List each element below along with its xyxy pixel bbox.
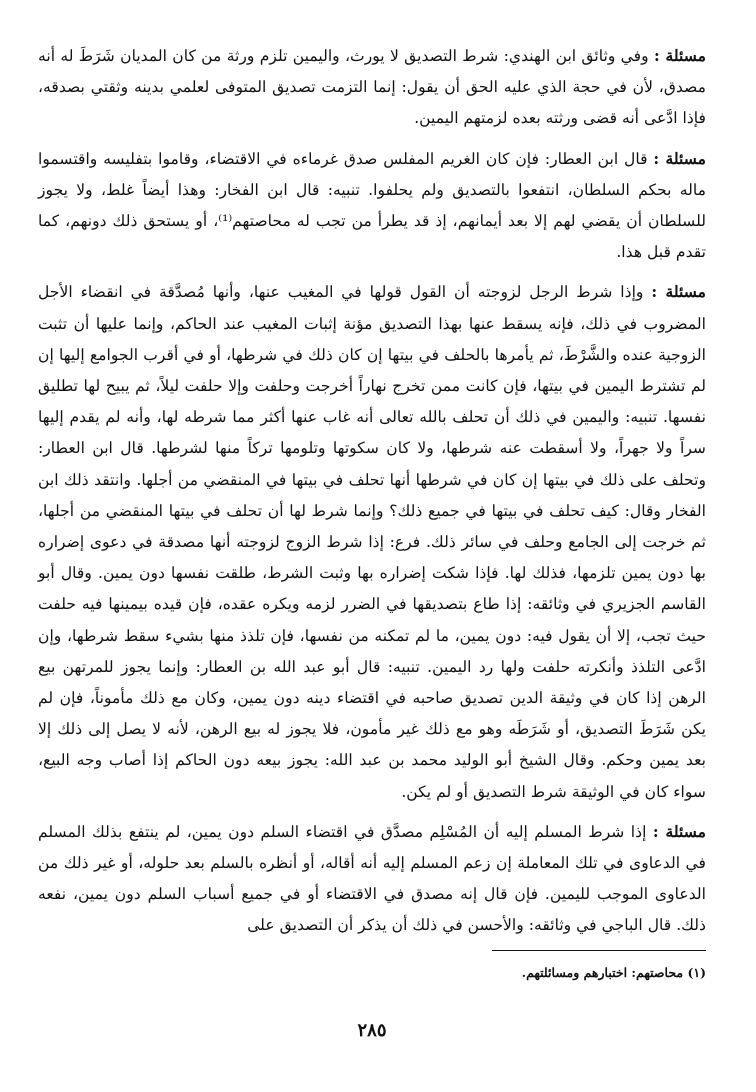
paragraph-text: إذا شرط المسلم إليه أن المُسْلِم مصدَّق في اقتضاء السلم دون يمين، لم ينتفع بذلك المسلم في الدعاوى في تلك المعاملة إن زعم المسلم إليه أنه أقاله، أو أنظره بالسلم بعد حلوله، أو غير ذلك من الدعاوى الموجب لليمين. فإن قال إنه مصدق في الاقتضاء أو في جميع أسباب السلم دون يمين، نفعه ذلك. قال الباجي في وثائقه: والأحسن في ذلك أن يذكر أن التصديق على bbox=[38, 822, 706, 935]
paragraph-text: قال ابن العطار: فإن كان الغريم المفلس صدق غرماءه في الاقتضاء، وقاموا بتفليسه واقتسموا ماله بحكم السلطان، انتفعوا بالتصديق ولم يحلفوا. تنبيه: قال ابن الفخار: وهذا أيضاً غلط، ولا يجوز للسلطان أن يقضي لهم إلا بعد أيمانهم، إذ قد يطرأ من تجب له محاصتهم⁽¹⁾، أو يستحق ذلك دونهم، كما تقدم قبل هذا. bbox=[38, 149, 706, 262]
footnote-divider bbox=[492, 950, 706, 951]
document-page bbox=[38, 40, 706, 1080]
paragraph-text: وإذا شرط الرجل لزوجته أن القول قولها في المغيب عنها، وأنها مُصدَّقة في انقضاء الأجل المضروب في ذلك، فإنه يسقط عنها بهذا التصديق مؤنة إثبات المغيب عند الحاكم، وإنما عليها أن تثبت الزوجية عنده والشَّرْطَ، ثم يأمرها بالحلف في بيتها إن كان ذلك في شرطها، أو في أقرب الجوامع إليها إن لم تشترط اليمين في بيتها، فإن كانت ممن تخرج نهاراً أخرجت وحلفت وإلا حلفت ليلاً، ثم يبيح لها تطليق نفسها. تنبيه: واليمين في ذلك أن تحلف بالله تعالى أنه غاب عنها أكثر مما شرطه لها، وأنه لم يقدم إليها سراً ولا جهراً، ولا أسقطت عنه شرطها، ولا كان سكوتها وتلومها تركاً منها لشرطها. قال ابن العطار: وتحلف على ذلك في بيتها إن كان في شرطها أنها تحلف في بيتها في المنقضي من أجلها. وانتقد ذلك ابن الفخار وقال: كيف تحلف في بيتها في جميع ذلك؟ وإنما شرط لها أن تحلف في بيتها المنقضي من أجلها، ثم خرجت إلى الجامع وحلف في سائر ذلك. فرع: إذا شرط الزوج لزوجته أنها مصدقة في دعوى إضراره بها دون يمين تلزمها، فذلك لها. فإذا شكت إضراره بها وثبت الشرط، طلقت نفسها دون يمين. وقال أبو القاسم الجزيري في وثائقه: إذا طاع بتصديقها في الضرر لزمه ويكره عقده، فإن قيده بيمينها فيه حلفت حيث تجب، إلا أن يقول فيه: دون يمين، ما لم تمكنه من نفسها، فإن تلذذ منها بشيء سقط شرطها، وإن ادَّعى التلذذ وأنكرته حلفت ولها رد اليمين. تنبيه: قال أبو عبد الله بن العطار: وإنما يجوز للمرتهن بيع الرهن إذا كان في وثيقة الدين تصديق صاحبه في اقتضاء دينه دون يمين، وكان مع ذلك مأموناً، فإن لم يكن شَرَطَ التصديق، أو شَرَطَه وهو مع ذلك غير مأمون، فلا يجوز له بيع الرهن، لأنه لا يصل إلى ذلك إلا بعد يمين وحكم. وقال الشيخ أبو الوليد محمد بن عبد الله: يجوز بيعه دون الحاكم إذا أصاب وجه البيع، سواء كان في الوثيقة شرط التصديق أو لم يكن. bbox=[38, 283, 706, 801]
paragraph bbox=[38, 143, 706, 269]
paragraph bbox=[38, 816, 706, 942]
paragraph-text: وفي وثائق ابن الهندي: شرط التصديق لا يورث، واليمين تلزم ورثة من كان المديان شَرَطَ له أنه مصدق، لأن في حجة الذي عليه الحق أن يقول: إنما التزمت تصديق المتوفى لعلمي بدينه وثقتي بصدقه، فإذا ادَّعى أنه قضى ورثته بعده لزمتهم اليمين. bbox=[38, 47, 706, 128]
paragraph bbox=[38, 276, 706, 807]
paragraph-heading: مسئلة : bbox=[653, 46, 706, 65]
paragraph-heading: مسئلة : bbox=[653, 148, 706, 168]
paragraph-heading: مسئلة : bbox=[652, 821, 706, 841]
page-number: ٢٨٥ bbox=[357, 1020, 387, 1041]
paragraph-heading: مسئلة : bbox=[651, 282, 706, 302]
paragraph bbox=[38, 40, 706, 135]
footnote: (١) محاصتهم: اختبارهم ومسائلتهم. bbox=[521, 965, 706, 980]
